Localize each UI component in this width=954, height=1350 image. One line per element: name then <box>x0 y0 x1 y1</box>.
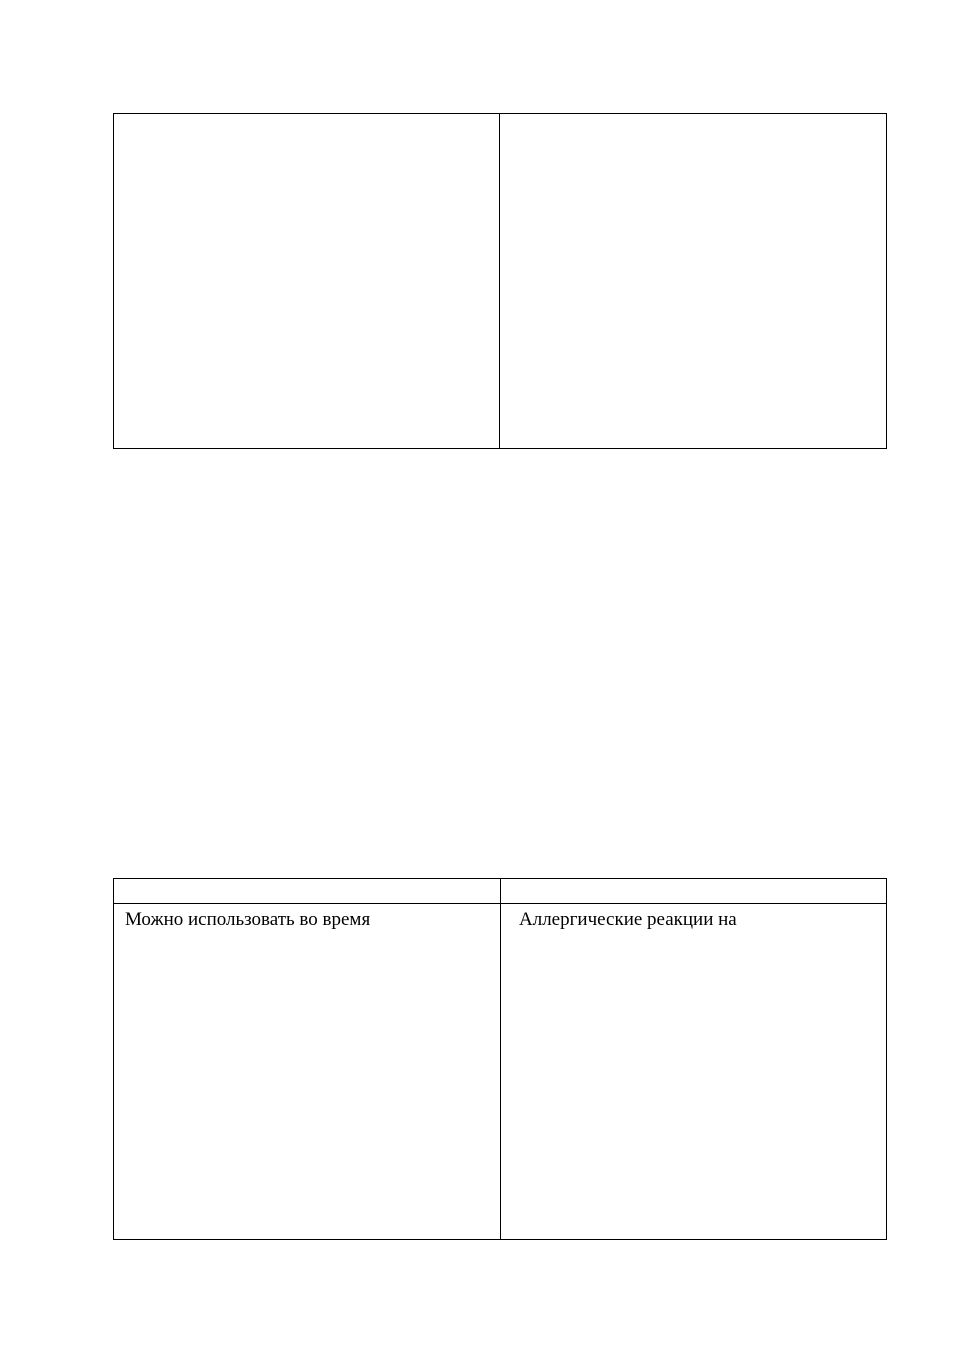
cell-text: Аллергические реакции на <box>519 909 737 930</box>
table-cell <box>501 904 887 1240</box>
table-row <box>114 114 887 449</box>
table-row <box>114 904 887 1240</box>
cell-text: Можно использовать во время <box>125 909 371 930</box>
table-header-cell <box>501 879 887 904</box>
table-cell <box>500 114 887 449</box>
table-cell <box>114 114 500 449</box>
bottom-table <box>113 878 887 1240</box>
table-header-cell <box>114 879 501 904</box>
table-cell <box>114 904 501 1240</box>
table-header-row <box>114 879 887 904</box>
top-table <box>113 113 887 449</box>
